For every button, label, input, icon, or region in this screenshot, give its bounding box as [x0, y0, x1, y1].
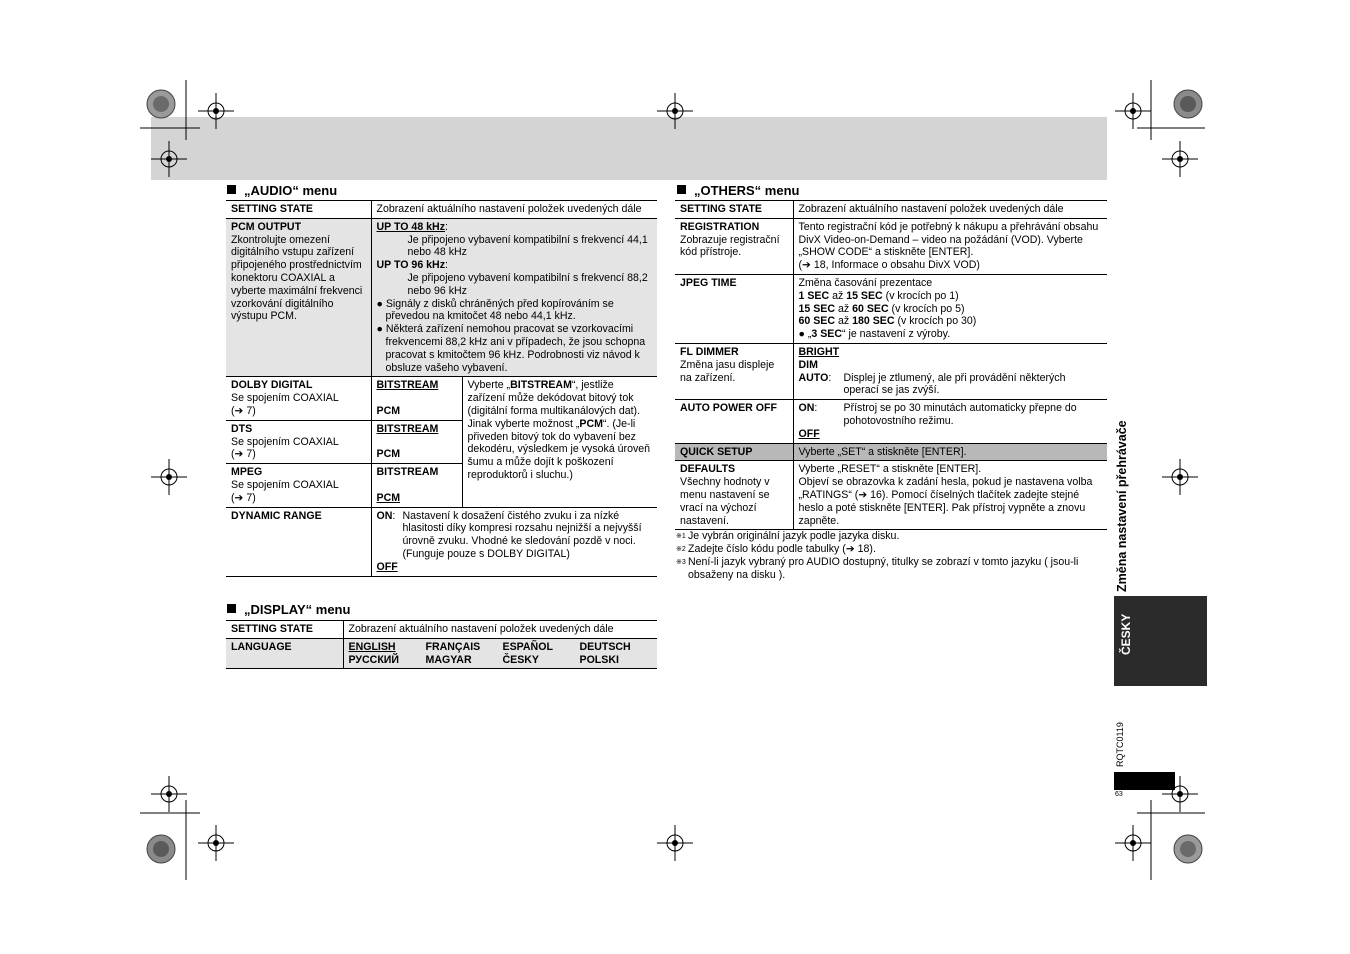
language-option[interactable]: ENGLISH: [348, 640, 396, 653]
language-tab-label: ČESKY: [1119, 613, 1133, 655]
page-number: 63: [1115, 791, 1123, 798]
table-row: MPEG Se spojením COAXIAL (➔ 7) BITSTREAM PCM: [226, 464, 657, 507]
bullet-square-icon: [227, 604, 236, 613]
language-option[interactable]: ESPAÑOL: [502, 640, 553, 653]
table-row: DYNAMIC RANGE ON: Nastavení k dosažení čistého zvuku i za nízké hlasitosti díky kompresi rozsahu nejnižší a nejvyšší úrovně zvuku. Vhodné ke sledování pozdě v noci. (Funguje pouze s DOLBY DIGITAL) OFF: [226, 507, 657, 576]
language-option[interactable]: POLSKI: [579, 653, 619, 666]
footnote: ※2 Zadejte číslo kódu podle tabulky (➔ 18).: [676, 543, 876, 555]
table-row: REGISTRATION Zobrazuje registrační kód přístroje. Tento registrační kód je potřebný k nákupu a přehrávání obsahu DivX Video-on-Demand – video na požádání (VOD). Vyberte „SHOW CODE“ a stiskněte [ENTER]. (➔ 18, Informace o obsahu DivX VOD): [675, 218, 1107, 274]
page-number-tab: [1114, 772, 1175, 790]
language-option[interactable]: FRANÇAIS: [425, 640, 481, 653]
table-row: PCM OUTPUT Zkontrolujte omezení digitálního vstupu zařízení připojeného prostřednictvím konektoru COAXIAL a vyberte maximální frekvenci vzorkování digitálního výstupu PCM. UP TO 48 kHz: Je připojeno vybavení kompatibilní s frekvencí 44,1 nebo 48 kHz UP TO 96 kHz: Je připojeno vybavení kompatibilní s frekvencí 88,2 nebo 96 kHz ● Signály z disků chráněných před kopírováním se převedou na kmitočet 48 nebo 44,1 kHz. ● Některá zařízení nemohou pracovat se vzorkovacími frekvencemi 88,2 kHz ani v případech, že jsou schopna pracovat s kmitočtem 96 kHz. Podrobnosti viz návod k obsluze vašeho vybavení.: [226, 218, 657, 377]
footnote: ※3 Není-li jazyk vybraný pro AUDIO dostupný, titulky se zobrazí v tomto jazyku ( jsou-li obsaženy na disku ).: [676, 556, 1079, 581]
table-row: SETTING STATE Zobrazení aktuálního nastavení položek uvedených dále: [675, 201, 1107, 219]
language-option[interactable]: РУССКИЙ: [348, 653, 400, 666]
bullet-square-icon: [677, 185, 686, 194]
document-code: RQTC0119: [1115, 722, 1125, 767]
table-row: DTS Se spojením COAXIAL (➔ 7) BITSTREAM PCM: [226, 420, 657, 463]
table-row: DEFAULTS Všechny hodnoty v menu nastavení se vrací na výchozí nastavení. Vyberte „RESET“ a stiskněte [ENTER]. Objeví se obrazovka k zadání hesla, pokud je nastavena volba „RATINGS“ (➔ 16). Pomocí číselných tlačítek zadejte stejné heslo a poté stiskněte [ENTER]. Pak přístroj vypněte a znovu zapněte.: [675, 461, 1107, 530]
others-menu-title: „OTHERS“ menu: [677, 183, 799, 198]
language-option[interactable]: MAGYAR: [425, 653, 472, 666]
language-option[interactable]: ČESKY: [502, 653, 539, 666]
others-table: [675, 200, 1107, 530]
table-row: SETTING STATE Zobrazení aktuálního nastavení položek uvedených dále: [226, 621, 657, 639]
audio-table: [226, 200, 657, 577]
section-side-label: Změna nastavení přehrávače: [1115, 420, 1129, 592]
language-option[interactable]: DEUTSCH: [579, 640, 631, 653]
table-row: JPEG TIME Změna časování prezentace 1 SEC až 15 SEC (v krocích po 1) 15 SEC až 60 SEC (v krocích po 5) 60 SEC až 180 SEC (v krocích po 30) ● „3 SEC“ je nastavení z výroby.: [675, 274, 1107, 343]
footnote: ※1 Je vybrán originální jazyk podle jazyka disku.: [676, 530, 900, 542]
display-menu-title: „DISPLAY“ menu: [227, 602, 350, 617]
bullet-square-icon: [227, 185, 236, 194]
table-row: AUTO POWER OFF ON: Přístroj se po 30 minutách automaticky přepne do pohotovostního režimu. OFF: [675, 400, 1107, 443]
display-table: [226, 620, 657, 669]
table-row: QUICK SETUP Vyberte „SET“ a stiskněte [ENTER].: [675, 443, 1107, 461]
audio-menu-title: „AUDIO“ menu: [227, 183, 337, 198]
bitstream-note: Vyberte „BITSTREAM“, jestliže zařízení může dekódovat bitový tok (digitální forma multikanálových dat). Jinak vyberte možnost „PCM“. (Je-li přiveden bitový tok do vybavení bez dekodéru, výsledkem je vysoká úroveň šumu a může dojít k poškození reproduktorů i sluchu.): [462, 377, 657, 507]
table-row: LANGUAGE ENGLISH FRANÇAIS ESPAÑOL DEUTSCH РУССКИЙ MAGYAR ČESKY POLSKI: [226, 638, 657, 669]
table-row: DOLBY DIGITAL Se spojením COAXIAL (➔ 7) BITSTREAM PCM Vyberte „BITSTREAM“, jestliže zařízení může dekódovat bitový tok (digitální forma multikanálových dat). Jinak vyberte možnost „PCM“. (Je-li přiveden bitový tok do vybavení bez dekodéru, výsledkem je vysoká úroveň šumu a může dojít k poškození reproduktorů i sluchu.): [226, 377, 657, 420]
table-row: SETTING STATE Zobrazení aktuálního nastavení položek uvedených dále: [226, 201, 657, 219]
table-row: FL DIMMER Změna jasu displeje na zařízení. BRIGHT DIM AUTO: Displej je ztlumený, ale při provádění některých operací se jas zvýší.: [675, 343, 1107, 399]
footnotes: [676, 530, 1106, 582]
